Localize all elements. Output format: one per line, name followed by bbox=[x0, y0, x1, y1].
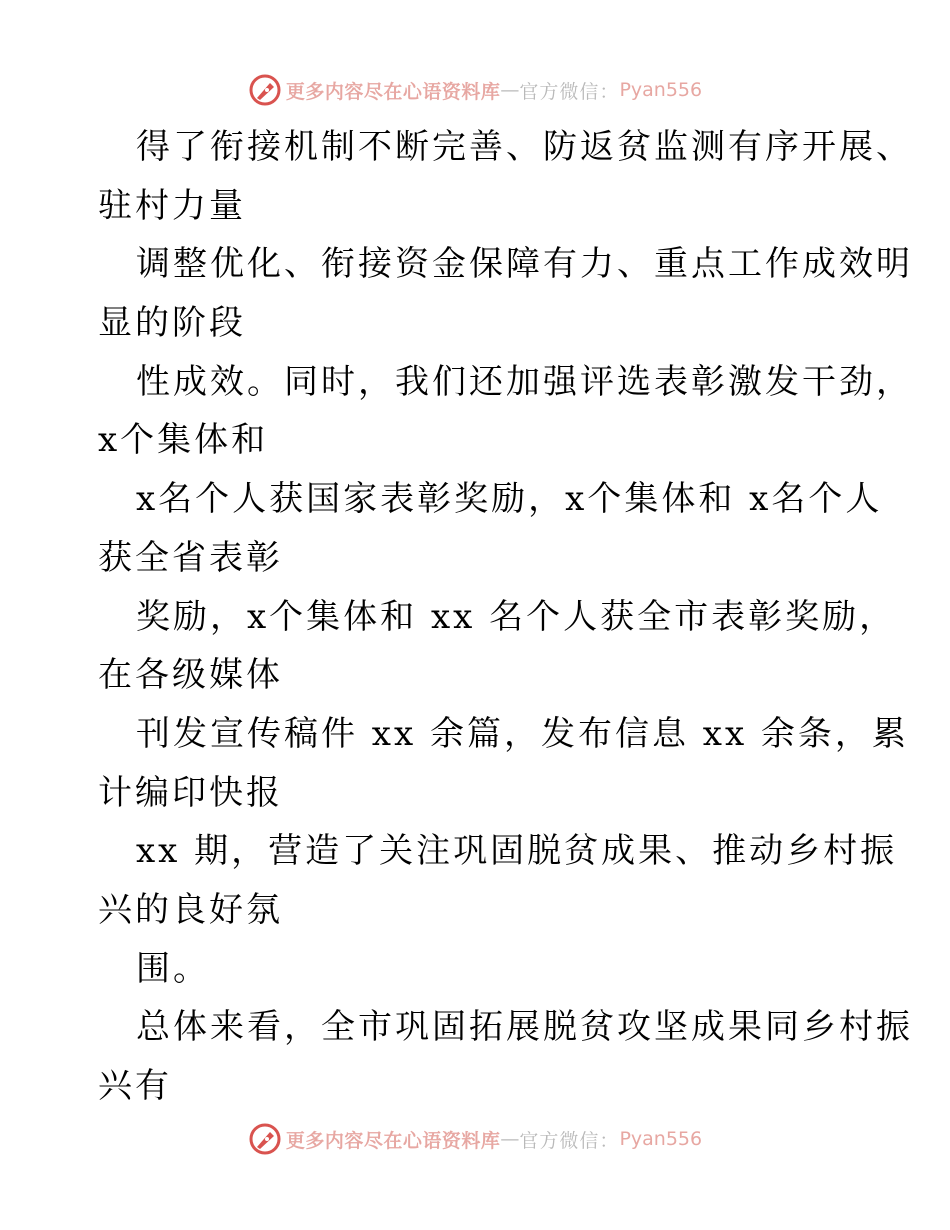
text-line: 在各级媒体 bbox=[98, 655, 283, 696]
text-line: xx 期，营造了关注巩固脱贫成果、推动乡村振 bbox=[136, 831, 898, 872]
wechat-handle: Pyan556 bbox=[619, 79, 703, 101]
separator-dash: — bbox=[500, 79, 520, 101]
text-line: x个集体和 bbox=[98, 420, 269, 461]
pen-nib-logo-icon bbox=[248, 73, 282, 107]
text-line: 得了衔接机制不断完善、防返贫监测有序开展、 bbox=[136, 127, 913, 167]
official-wechat-label: 官方微信： bbox=[519, 80, 620, 103]
text-line: 围。 bbox=[136, 948, 210, 989]
footer-watermark bbox=[0, 1121, 950, 1157]
text-line: 刊发宣传稿件 xx 余篇，发布信息 xx 余条，累 bbox=[136, 713, 909, 754]
text-line: 兴有 bbox=[98, 1066, 172, 1106]
text-line: 计编印快报 bbox=[98, 772, 283, 813]
text-line: 调整优化、衔接资金保障有力、重点工作成效明 bbox=[136, 244, 913, 285]
text-line: 奖励，x个集体和 xx 名个人获全市表彰奖励， bbox=[136, 596, 897, 637]
text-line: 兴的良好氛 bbox=[98, 889, 283, 930]
text-line: 驻村力量 bbox=[98, 185, 246, 226]
official-wechat-label: 官方微信： bbox=[519, 1129, 620, 1152]
header-watermark bbox=[0, 72, 950, 108]
text-line: 性成效。同时，我们还加强评选表彰激发干劲， bbox=[136, 361, 913, 402]
separator-dash: — bbox=[500, 1128, 520, 1150]
wechat-handle: Pyan556 bbox=[619, 1128, 703, 1150]
pen-nib-logo-icon bbox=[248, 1122, 282, 1156]
text-line: x名个人获国家表彰奖励，x个集体和 x名个人 bbox=[136, 479, 883, 520]
text-line: 显的阶段 bbox=[98, 303, 246, 344]
document-body bbox=[98, 118, 913, 1116]
library-text: 更多内容尽在心语资料库 bbox=[285, 80, 501, 103]
library-text: 更多内容尽在心语资料库 bbox=[285, 1129, 501, 1152]
text-line: 总体来看，全市巩固拓展脱贫攻坚成果同乡村振 bbox=[136, 1007, 913, 1048]
text-line: 获全省表彰 bbox=[98, 537, 283, 578]
